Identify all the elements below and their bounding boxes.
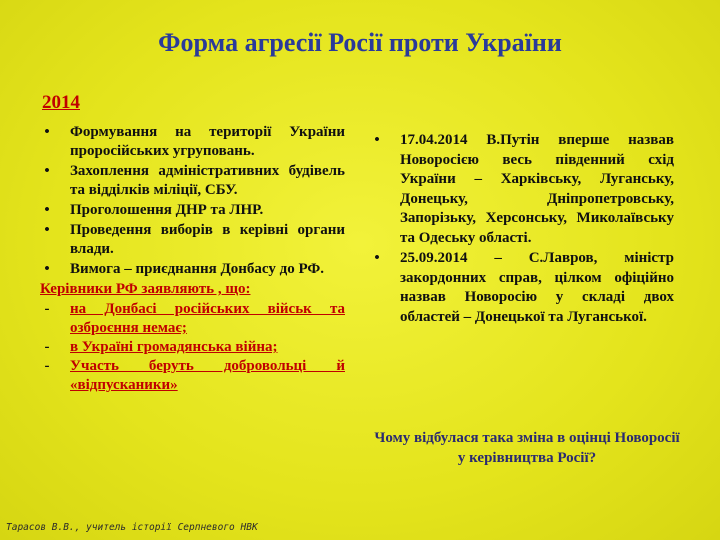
bullet-icon: • <box>44 163 50 179</box>
claims-heading: Керівники РФ заявляють , що: <box>40 281 251 297</box>
claim-item <box>40 300 345 338</box>
page-title: Форма агресії Росії проти України <box>158 28 562 57</box>
list-item-text: Вимога – приєднання Донбасу до РФ. <box>70 261 325 277</box>
bullet-icon: • <box>374 250 380 266</box>
list-item <box>40 162 345 200</box>
claim-item <box>40 338 345 357</box>
list-item <box>40 201 345 220</box>
list-item <box>370 249 674 327</box>
list-item-text: 17.04.2014 В.Путін вперше назвав Новоросією весь південний схід України – Харківську, Луганську, Донецьку, Дніпропетровську, Запорізьку, Херсонську, Миколаївську та Одеську області. <box>400 132 674 246</box>
claim-text: на Донбасі російських військ та озброєння немає; <box>70 301 345 336</box>
year-heading: 2014 <box>42 92 80 113</box>
claim-item <box>40 357 345 395</box>
bullet-icon: • <box>44 222 50 238</box>
list-item <box>40 221 345 259</box>
list-item-text: Проголошення ДНР та ЛНР. <box>70 202 264 218</box>
list-item <box>370 131 674 248</box>
claims-list <box>40 300 345 395</box>
bullet-icon: • <box>44 124 50 140</box>
list-item-text: Формування на території України проросійських угруповань. <box>70 124 345 159</box>
right-column <box>370 131 674 328</box>
left-column <box>40 123 345 395</box>
bullet-icon: • <box>44 261 50 277</box>
events-list <box>40 123 345 279</box>
dash-icon: - <box>44 339 50 355</box>
list-item-text: Проведення виборів в керівні органи влади. <box>70 222 345 257</box>
list-item <box>40 123 345 161</box>
claim-text: Участь беруть добровольці й «відпусканики» <box>70 358 345 393</box>
author-footer: Тарасов В.В., учитель історії Серпневого НВК <box>6 522 258 533</box>
list-item-text: 25.09.2014 – С.Лавров, міністр закордонних справ, цілком офіційно назвав Новоросію у складі двох областей – Донецької та Луганської. <box>400 250 674 325</box>
dash-icon: - <box>44 358 50 374</box>
question-text: Чому відбулася така зміна в оцінці Новоросії у керівництва Росії? <box>374 430 680 466</box>
bullet-icon: • <box>44 202 50 218</box>
bullet-icon: • <box>374 132 380 148</box>
list-item-text: Захоплення адміністративних будівель та відділків міліції, СБУ. <box>70 163 345 198</box>
statements-list <box>370 131 674 327</box>
dash-icon: - <box>44 301 50 317</box>
claim-text: в Україні громадянська війна; <box>70 339 278 355</box>
list-item <box>40 260 345 279</box>
